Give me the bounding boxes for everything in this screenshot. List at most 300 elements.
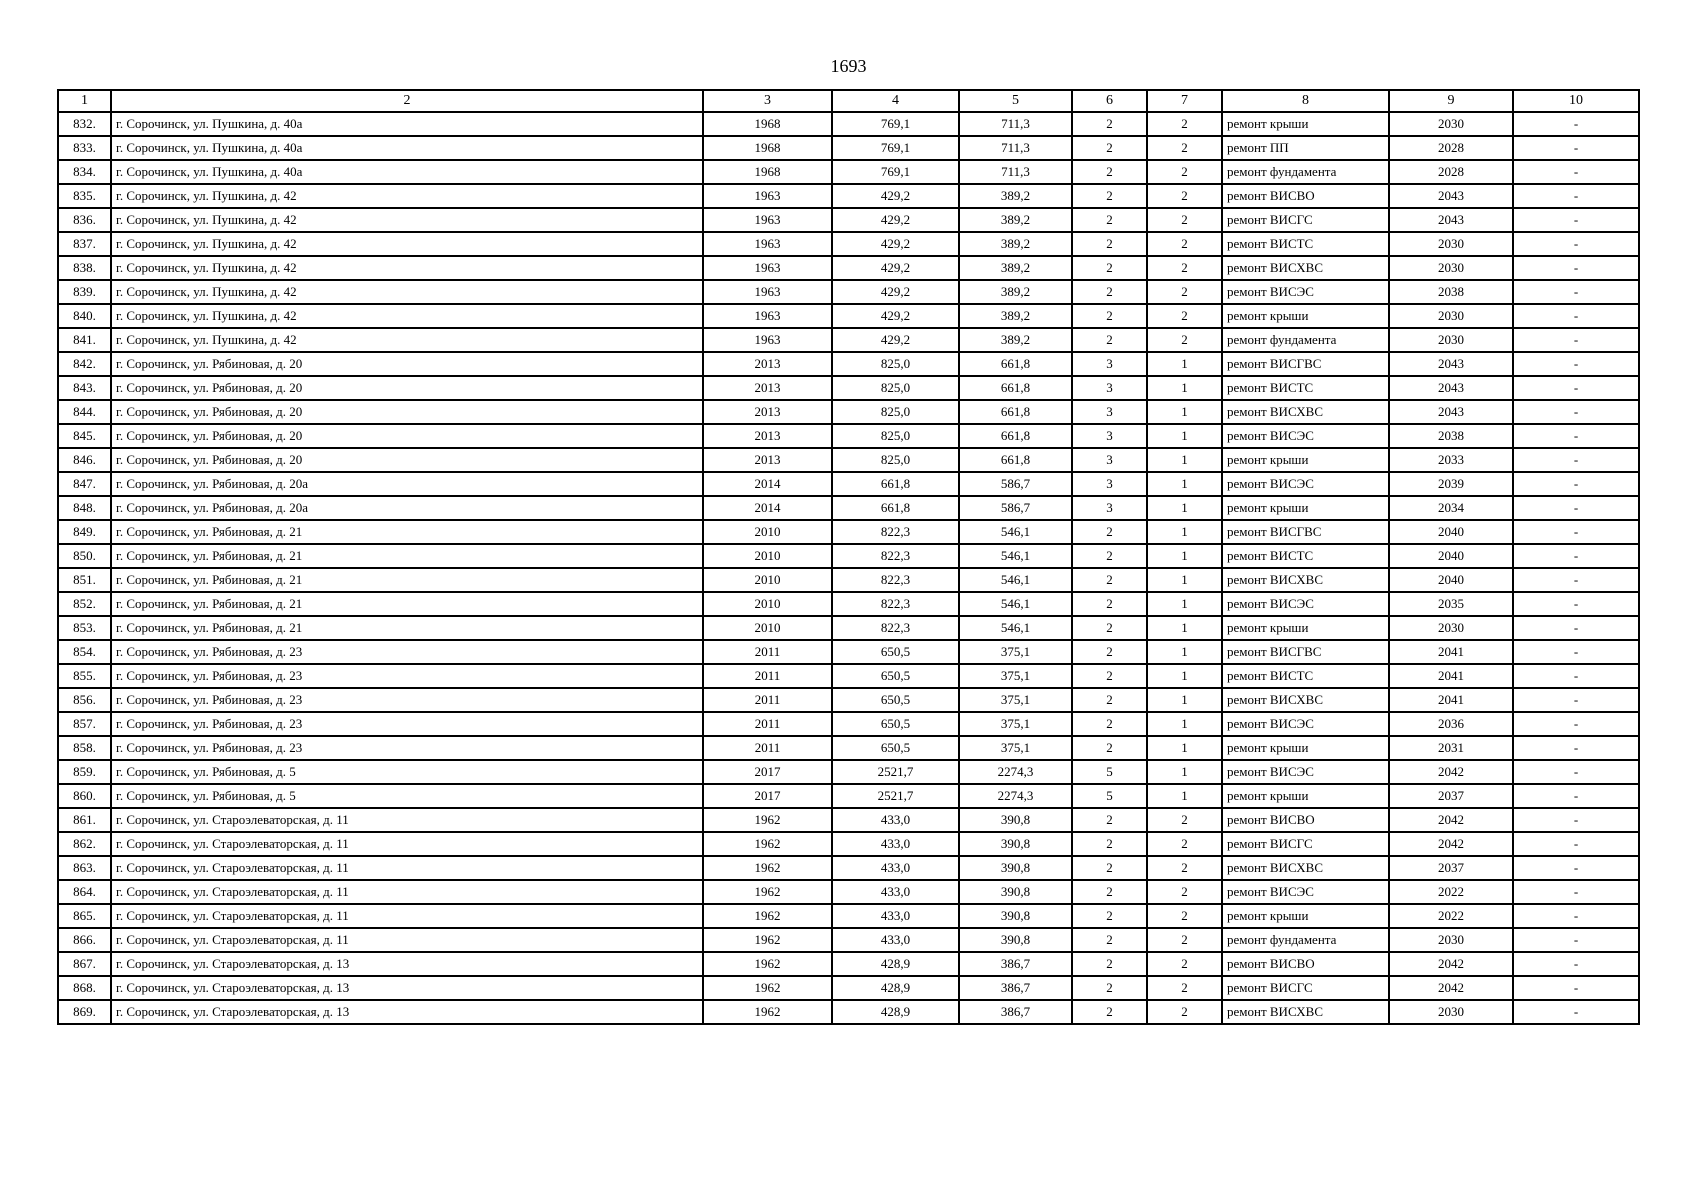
work-type-cell: ремонт ВИСЭС bbox=[1222, 280, 1389, 304]
year-built-cell: 1963 bbox=[703, 208, 832, 232]
address-cell: г. Сорочинск, ул. Рябиновая, д. 21 bbox=[111, 568, 703, 592]
entrances-cell: 2 bbox=[1147, 280, 1222, 304]
table-row bbox=[58, 304, 1639, 328]
planned-year-cell: 2028 bbox=[1389, 160, 1513, 184]
work-type-cell: ремонт крыши bbox=[1222, 904, 1389, 928]
address-cell: г. Сорочинск, ул. Староэлеваторская, д. 11 bbox=[111, 928, 703, 952]
work-type-cell: ремонт ВИСГВС bbox=[1222, 640, 1389, 664]
note-cell: - bbox=[1513, 352, 1639, 376]
year-built-cell: 2011 bbox=[703, 688, 832, 712]
living-area-cell: 390,8 bbox=[959, 856, 1072, 880]
row-number-cell: 848. bbox=[58, 496, 111, 520]
address-cell: г. Сорочинск, ул. Пушкина, д. 40а bbox=[111, 112, 703, 136]
work-type-cell: ремонт фундамента bbox=[1222, 160, 1389, 184]
total-area-cell: 429,2 bbox=[832, 280, 959, 304]
floors-cell: 2 bbox=[1072, 952, 1147, 976]
row-number-cell: 856. bbox=[58, 688, 111, 712]
year-built-cell: 2013 bbox=[703, 400, 832, 424]
total-area-cell: 429,2 bbox=[832, 184, 959, 208]
floors-cell: 2 bbox=[1072, 520, 1147, 544]
total-area-cell: 822,3 bbox=[832, 592, 959, 616]
address-cell: г. Сорочинск, ул. Рябиновая, д. 5 bbox=[111, 784, 703, 808]
year-built-cell: 1968 bbox=[703, 112, 832, 136]
row-number-cell: 841. bbox=[58, 328, 111, 352]
living-area-cell: 386,7 bbox=[959, 976, 1072, 1000]
total-area-cell: 433,0 bbox=[832, 808, 959, 832]
planned-year-cell: 2030 bbox=[1389, 112, 1513, 136]
address-cell: г. Сорочинск, ул. Староэлеваторская, д. 11 bbox=[111, 808, 703, 832]
entrances-cell: 2 bbox=[1147, 928, 1222, 952]
row-number-cell: 849. bbox=[58, 520, 111, 544]
note-cell: - bbox=[1513, 208, 1639, 232]
note-cell: - bbox=[1513, 712, 1639, 736]
living-area-cell: 586,7 bbox=[959, 496, 1072, 520]
row-number-cell: 855. bbox=[58, 664, 111, 688]
note-cell: - bbox=[1513, 640, 1639, 664]
entrances-cell: 2 bbox=[1147, 856, 1222, 880]
year-built-cell: 1963 bbox=[703, 328, 832, 352]
row-number-cell: 845. bbox=[58, 424, 111, 448]
address-cell: г. Сорочинск, ул. Рябиновая, д. 20 bbox=[111, 424, 703, 448]
column-header-7: 7 bbox=[1147, 90, 1222, 112]
planned-year-cell: 2033 bbox=[1389, 448, 1513, 472]
table-row bbox=[58, 280, 1639, 304]
planned-year-cell: 2042 bbox=[1389, 808, 1513, 832]
year-built-cell: 2014 bbox=[703, 472, 832, 496]
table-row bbox=[58, 376, 1639, 400]
living-area-cell: 390,8 bbox=[959, 832, 1072, 856]
year-built-cell: 1962 bbox=[703, 976, 832, 1000]
planned-year-cell: 2030 bbox=[1389, 616, 1513, 640]
work-type-cell: ремонт ВИСВО bbox=[1222, 808, 1389, 832]
year-built-cell: 1968 bbox=[703, 160, 832, 184]
planned-year-cell: 2031 bbox=[1389, 736, 1513, 760]
note-cell: - bbox=[1513, 568, 1639, 592]
entrances-cell: 1 bbox=[1147, 688, 1222, 712]
floors-cell: 2 bbox=[1072, 280, 1147, 304]
table-row bbox=[58, 136, 1639, 160]
planned-year-cell: 2042 bbox=[1389, 832, 1513, 856]
planned-year-cell: 2036 bbox=[1389, 712, 1513, 736]
table-body bbox=[58, 112, 1639, 1024]
address-cell: г. Сорочинск, ул. Рябиновая, д. 23 bbox=[111, 712, 703, 736]
work-type-cell: ремонт ВИСХВС bbox=[1222, 568, 1389, 592]
floors-cell: 2 bbox=[1072, 880, 1147, 904]
total-area-cell: 769,1 bbox=[832, 136, 959, 160]
living-area-cell: 389,2 bbox=[959, 280, 1072, 304]
entrances-cell: 1 bbox=[1147, 760, 1222, 784]
note-cell: - bbox=[1513, 664, 1639, 688]
living-area-cell: 2274,3 bbox=[959, 760, 1072, 784]
address-cell: г. Сорочинск, ул. Пушкина, д. 40а bbox=[111, 136, 703, 160]
entrances-cell: 1 bbox=[1147, 496, 1222, 520]
note-cell: - bbox=[1513, 952, 1639, 976]
total-area-cell: 825,0 bbox=[832, 424, 959, 448]
year-built-cell: 2011 bbox=[703, 664, 832, 688]
year-built-cell: 1963 bbox=[703, 280, 832, 304]
row-number-cell: 839. bbox=[58, 280, 111, 304]
table-row bbox=[58, 544, 1639, 568]
work-type-cell: ремонт ВИСГВС bbox=[1222, 352, 1389, 376]
note-cell: - bbox=[1513, 304, 1639, 328]
address-cell: г. Сорочинск, ул. Рябиновая, д. 20 bbox=[111, 448, 703, 472]
year-built-cell: 1963 bbox=[703, 256, 832, 280]
floors-cell: 2 bbox=[1072, 568, 1147, 592]
total-area-cell: 650,5 bbox=[832, 688, 959, 712]
address-cell: г. Сорочинск, ул. Рябиновая, д. 20 bbox=[111, 352, 703, 376]
year-built-cell: 2013 bbox=[703, 376, 832, 400]
year-built-cell: 2011 bbox=[703, 712, 832, 736]
living-area-cell: 661,8 bbox=[959, 424, 1072, 448]
floors-cell: 3 bbox=[1072, 448, 1147, 472]
row-number-cell: 859. bbox=[58, 760, 111, 784]
note-cell: - bbox=[1513, 184, 1639, 208]
column-header-4: 4 bbox=[832, 90, 959, 112]
living-area-cell: 711,3 bbox=[959, 112, 1072, 136]
planned-year-cell: 2040 bbox=[1389, 544, 1513, 568]
work-type-cell: ремонт крыши bbox=[1222, 112, 1389, 136]
floors-cell: 2 bbox=[1072, 232, 1147, 256]
total-area-cell: 429,2 bbox=[832, 208, 959, 232]
year-built-cell: 1962 bbox=[703, 808, 832, 832]
row-number-cell: 833. bbox=[58, 136, 111, 160]
work-type-cell: ремонт ВИСЭС bbox=[1222, 712, 1389, 736]
total-area-cell: 429,2 bbox=[832, 256, 959, 280]
planned-year-cell: 2042 bbox=[1389, 760, 1513, 784]
work-type-cell: ремонт крыши bbox=[1222, 304, 1389, 328]
work-type-cell: ремонт ВИСВО bbox=[1222, 952, 1389, 976]
entrances-cell: 1 bbox=[1147, 352, 1222, 376]
planned-year-cell: 2034 bbox=[1389, 496, 1513, 520]
address-cell: г. Сорочинск, ул. Рябиновая, д. 21 bbox=[111, 616, 703, 640]
column-header-5: 5 bbox=[959, 90, 1072, 112]
planned-year-cell: 2043 bbox=[1389, 184, 1513, 208]
year-built-cell: 1963 bbox=[703, 232, 832, 256]
living-area-cell: 586,7 bbox=[959, 472, 1072, 496]
address-cell: г. Сорочинск, ул. Рябиновая, д. 23 bbox=[111, 736, 703, 760]
planned-year-cell: 2028 bbox=[1389, 136, 1513, 160]
note-cell: - bbox=[1513, 448, 1639, 472]
floors-cell: 2 bbox=[1072, 832, 1147, 856]
work-type-cell: ремонт ВИСЭС bbox=[1222, 592, 1389, 616]
registry-table bbox=[57, 89, 1640, 1025]
total-area-cell: 661,8 bbox=[832, 496, 959, 520]
address-cell: г. Сорочинск, ул. Рябиновая, д. 20 bbox=[111, 400, 703, 424]
row-number-cell: 863. bbox=[58, 856, 111, 880]
note-cell: - bbox=[1513, 784, 1639, 808]
row-number-cell: 865. bbox=[58, 904, 111, 928]
table-row bbox=[58, 640, 1639, 664]
year-built-cell: 1962 bbox=[703, 832, 832, 856]
floors-cell: 2 bbox=[1072, 808, 1147, 832]
table-row bbox=[58, 232, 1639, 256]
work-type-cell: ремонт ВИСЭС bbox=[1222, 880, 1389, 904]
floors-cell: 3 bbox=[1072, 376, 1147, 400]
planned-year-cell: 2042 bbox=[1389, 952, 1513, 976]
work-type-cell: ремонт крыши bbox=[1222, 448, 1389, 472]
total-area-cell: 769,1 bbox=[832, 112, 959, 136]
note-cell: - bbox=[1513, 1000, 1639, 1024]
address-cell: г. Сорочинск, ул. Пушкина, д. 40а bbox=[111, 160, 703, 184]
total-area-cell: 650,5 bbox=[832, 640, 959, 664]
note-cell: - bbox=[1513, 400, 1639, 424]
table-row bbox=[58, 352, 1639, 376]
address-cell: г. Сорочинск, ул. Рябиновая, д. 20а bbox=[111, 472, 703, 496]
planned-year-cell: 2038 bbox=[1389, 424, 1513, 448]
table-row bbox=[58, 328, 1639, 352]
table-row bbox=[58, 808, 1639, 832]
work-type-cell: ремонт ВИСГВС bbox=[1222, 520, 1389, 544]
floors-cell: 3 bbox=[1072, 472, 1147, 496]
entrances-cell: 1 bbox=[1147, 664, 1222, 688]
table-row bbox=[58, 520, 1639, 544]
living-area-cell: 389,2 bbox=[959, 304, 1072, 328]
row-number-cell: 869. bbox=[58, 1000, 111, 1024]
floors-cell: 3 bbox=[1072, 496, 1147, 520]
row-number-cell: 852. bbox=[58, 592, 111, 616]
year-built-cell: 1968 bbox=[703, 136, 832, 160]
column-header-1: 1 bbox=[58, 90, 111, 112]
planned-year-cell: 2030 bbox=[1389, 928, 1513, 952]
year-built-cell: 2017 bbox=[703, 784, 832, 808]
total-area-cell: 429,2 bbox=[832, 304, 959, 328]
year-built-cell: 1963 bbox=[703, 304, 832, 328]
row-number-cell: 840. bbox=[58, 304, 111, 328]
floors-cell: 2 bbox=[1072, 856, 1147, 880]
floors-cell: 2 bbox=[1072, 976, 1147, 1000]
table-row bbox=[58, 688, 1639, 712]
living-area-cell: 389,2 bbox=[959, 208, 1072, 232]
note-cell: - bbox=[1513, 616, 1639, 640]
address-cell: г. Сорочинск, ул. Пушкина, д. 42 bbox=[111, 304, 703, 328]
work-type-cell: ремонт ВИСХВС bbox=[1222, 256, 1389, 280]
year-built-cell: 1962 bbox=[703, 880, 832, 904]
table-row bbox=[58, 472, 1639, 496]
floors-cell: 5 bbox=[1072, 760, 1147, 784]
address-cell: г. Сорочинск, ул. Пушкина, д. 42 bbox=[111, 280, 703, 304]
total-area-cell: 429,2 bbox=[832, 232, 959, 256]
total-area-cell: 822,3 bbox=[832, 520, 959, 544]
work-type-cell: ремонт крыши bbox=[1222, 736, 1389, 760]
floors-cell: 2 bbox=[1072, 928, 1147, 952]
year-built-cell: 1962 bbox=[703, 856, 832, 880]
row-number-cell: 861. bbox=[58, 808, 111, 832]
floors-cell: 2 bbox=[1072, 160, 1147, 184]
table-row bbox=[58, 184, 1639, 208]
planned-year-cell: 2030 bbox=[1389, 304, 1513, 328]
note-cell: - bbox=[1513, 880, 1639, 904]
entrances-cell: 1 bbox=[1147, 712, 1222, 736]
total-area-cell: 661,8 bbox=[832, 472, 959, 496]
planned-year-cell: 2043 bbox=[1389, 400, 1513, 424]
table-row bbox=[58, 568, 1639, 592]
total-area-cell: 650,5 bbox=[832, 712, 959, 736]
planned-year-cell: 2040 bbox=[1389, 568, 1513, 592]
row-number-cell: 834. bbox=[58, 160, 111, 184]
address-cell: г. Сорочинск, ул. Рябиновая, д. 23 bbox=[111, 688, 703, 712]
living-area-cell: 386,7 bbox=[959, 1000, 1072, 1024]
planned-year-cell: 2042 bbox=[1389, 976, 1513, 1000]
living-area-cell: 546,1 bbox=[959, 616, 1072, 640]
work-type-cell: ремонт ВИСЭС bbox=[1222, 760, 1389, 784]
entrances-cell: 1 bbox=[1147, 736, 1222, 760]
living-area-cell: 546,1 bbox=[959, 568, 1072, 592]
total-area-cell: 433,0 bbox=[832, 904, 959, 928]
address-cell: г. Сорочинск, ул. Пушкина, д. 42 bbox=[111, 328, 703, 352]
year-built-cell: 2010 bbox=[703, 520, 832, 544]
year-built-cell: 2011 bbox=[703, 640, 832, 664]
note-cell: - bbox=[1513, 976, 1639, 1000]
total-area-cell: 825,0 bbox=[832, 376, 959, 400]
entrances-cell: 2 bbox=[1147, 976, 1222, 1000]
entrances-cell: 2 bbox=[1147, 328, 1222, 352]
row-number-cell: 836. bbox=[58, 208, 111, 232]
work-type-cell: ремонт ВИСГС bbox=[1222, 832, 1389, 856]
page-number: 1693 bbox=[830, 56, 867, 76]
note-cell: - bbox=[1513, 688, 1639, 712]
entrances-cell: 2 bbox=[1147, 184, 1222, 208]
planned-year-cell: 2030 bbox=[1389, 232, 1513, 256]
entrances-cell: 2 bbox=[1147, 808, 1222, 832]
table-row bbox=[58, 208, 1639, 232]
entrances-cell: 2 bbox=[1147, 880, 1222, 904]
year-built-cell: 2010 bbox=[703, 544, 832, 568]
table-row bbox=[58, 880, 1639, 904]
entrances-cell: 2 bbox=[1147, 304, 1222, 328]
note-cell: - bbox=[1513, 112, 1639, 136]
work-type-cell: ремонт ВИСВО bbox=[1222, 184, 1389, 208]
total-area-cell: 433,0 bbox=[832, 856, 959, 880]
living-area-cell: 389,2 bbox=[959, 328, 1072, 352]
table-row bbox=[58, 1000, 1639, 1024]
living-area-cell: 711,3 bbox=[959, 136, 1072, 160]
entrances-cell: 2 bbox=[1147, 160, 1222, 184]
note-cell: - bbox=[1513, 856, 1639, 880]
floors-cell: 2 bbox=[1072, 904, 1147, 928]
column-header-6: 6 bbox=[1072, 90, 1147, 112]
work-type-cell: ремонт фундамента bbox=[1222, 328, 1389, 352]
address-cell: г. Сорочинск, ул. Рябиновая, д. 21 bbox=[111, 592, 703, 616]
total-area-cell: 825,0 bbox=[832, 448, 959, 472]
row-number-cell: 868. bbox=[58, 976, 111, 1000]
floors-cell: 2 bbox=[1072, 736, 1147, 760]
planned-year-cell: 2043 bbox=[1389, 208, 1513, 232]
year-built-cell: 1962 bbox=[703, 928, 832, 952]
living-area-cell: 546,1 bbox=[959, 592, 1072, 616]
row-number-cell: 864. bbox=[58, 880, 111, 904]
table-row bbox=[58, 760, 1639, 784]
floors-cell: 3 bbox=[1072, 424, 1147, 448]
floors-cell: 2 bbox=[1072, 328, 1147, 352]
living-area-cell: 711,3 bbox=[959, 160, 1072, 184]
note-cell: - bbox=[1513, 472, 1639, 496]
row-number-cell: 835. bbox=[58, 184, 111, 208]
planned-year-cell: 2030 bbox=[1389, 256, 1513, 280]
work-type-cell: ремонт ВИСГС bbox=[1222, 976, 1389, 1000]
work-type-cell: ремонт крыши bbox=[1222, 496, 1389, 520]
note-cell: - bbox=[1513, 160, 1639, 184]
address-cell: г. Сорочинск, ул. Пушкина, д. 42 bbox=[111, 232, 703, 256]
floors-cell: 2 bbox=[1072, 616, 1147, 640]
row-number-cell: 843. bbox=[58, 376, 111, 400]
note-cell: - bbox=[1513, 928, 1639, 952]
address-cell: г. Сорочинск, ул. Рябиновая, д. 20 bbox=[111, 376, 703, 400]
floors-cell: 2 bbox=[1072, 208, 1147, 232]
row-number-cell: 862. bbox=[58, 832, 111, 856]
table-row bbox=[58, 712, 1639, 736]
total-area-cell: 433,0 bbox=[832, 832, 959, 856]
table-row bbox=[58, 424, 1639, 448]
note-cell: - bbox=[1513, 904, 1639, 928]
table-row bbox=[58, 976, 1639, 1000]
address-cell: г. Сорочинск, ул. Рябиновая, д. 21 bbox=[111, 544, 703, 568]
living-area-cell: 375,1 bbox=[959, 736, 1072, 760]
address-cell: г. Сорочинск, ул. Староэлеваторская, д. 13 bbox=[111, 1000, 703, 1024]
table-row bbox=[58, 664, 1639, 688]
living-area-cell: 389,2 bbox=[959, 232, 1072, 256]
floors-cell: 2 bbox=[1072, 136, 1147, 160]
year-built-cell: 1962 bbox=[703, 1000, 832, 1024]
planned-year-cell: 2030 bbox=[1389, 1000, 1513, 1024]
entrances-cell: 2 bbox=[1147, 136, 1222, 160]
address-cell: г. Сорочинск, ул. Рябиновая, д. 21 bbox=[111, 520, 703, 544]
note-cell: - bbox=[1513, 280, 1639, 304]
note-cell: - bbox=[1513, 544, 1639, 568]
entrances-cell: 2 bbox=[1147, 256, 1222, 280]
planned-year-cell: 2037 bbox=[1389, 784, 1513, 808]
entrances-cell: 1 bbox=[1147, 784, 1222, 808]
floors-cell: 2 bbox=[1072, 256, 1147, 280]
work-type-cell: ремонт ВИСТС bbox=[1222, 232, 1389, 256]
work-type-cell: ремонт ВИСХВС bbox=[1222, 856, 1389, 880]
note-cell: - bbox=[1513, 736, 1639, 760]
address-cell: г. Сорочинск, ул. Староэлеваторская, д. 11 bbox=[111, 832, 703, 856]
address-cell: г. Сорочинск, ул. Рябиновая, д. 20а bbox=[111, 496, 703, 520]
address-cell: г. Сорочинск, ул. Рябиновая, д. 5 bbox=[111, 760, 703, 784]
planned-year-cell: 2022 bbox=[1389, 904, 1513, 928]
note-cell: - bbox=[1513, 232, 1639, 256]
planned-year-cell: 2037 bbox=[1389, 856, 1513, 880]
entrances-cell: 1 bbox=[1147, 640, 1222, 664]
living-area-cell: 661,8 bbox=[959, 400, 1072, 424]
total-area-cell: 429,2 bbox=[832, 328, 959, 352]
entrances-cell: 1 bbox=[1147, 568, 1222, 592]
note-cell: - bbox=[1513, 136, 1639, 160]
table-row bbox=[58, 400, 1639, 424]
total-area-cell: 825,0 bbox=[832, 400, 959, 424]
floors-cell: 2 bbox=[1072, 304, 1147, 328]
total-area-cell: 822,3 bbox=[832, 544, 959, 568]
row-number-cell: 844. bbox=[58, 400, 111, 424]
year-built-cell: 2010 bbox=[703, 568, 832, 592]
note-cell: - bbox=[1513, 592, 1639, 616]
row-number-cell: 847. bbox=[58, 472, 111, 496]
note-cell: - bbox=[1513, 760, 1639, 784]
entrances-cell: 2 bbox=[1147, 208, 1222, 232]
work-type-cell: ремонт ВИСХВС bbox=[1222, 688, 1389, 712]
planned-year-cell: 2041 bbox=[1389, 664, 1513, 688]
column-header-3: 3 bbox=[703, 90, 832, 112]
address-cell: г. Сорочинск, ул. Староэлеваторская, д. 13 bbox=[111, 952, 703, 976]
total-area-cell: 822,3 bbox=[832, 616, 959, 640]
living-area-cell: 390,8 bbox=[959, 904, 1072, 928]
entrances-cell: 1 bbox=[1147, 400, 1222, 424]
year-built-cell: 2011 bbox=[703, 736, 832, 760]
note-cell: - bbox=[1513, 376, 1639, 400]
total-area-cell: 769,1 bbox=[832, 160, 959, 184]
row-number-cell: 837. bbox=[58, 232, 111, 256]
planned-year-cell: 2035 bbox=[1389, 592, 1513, 616]
